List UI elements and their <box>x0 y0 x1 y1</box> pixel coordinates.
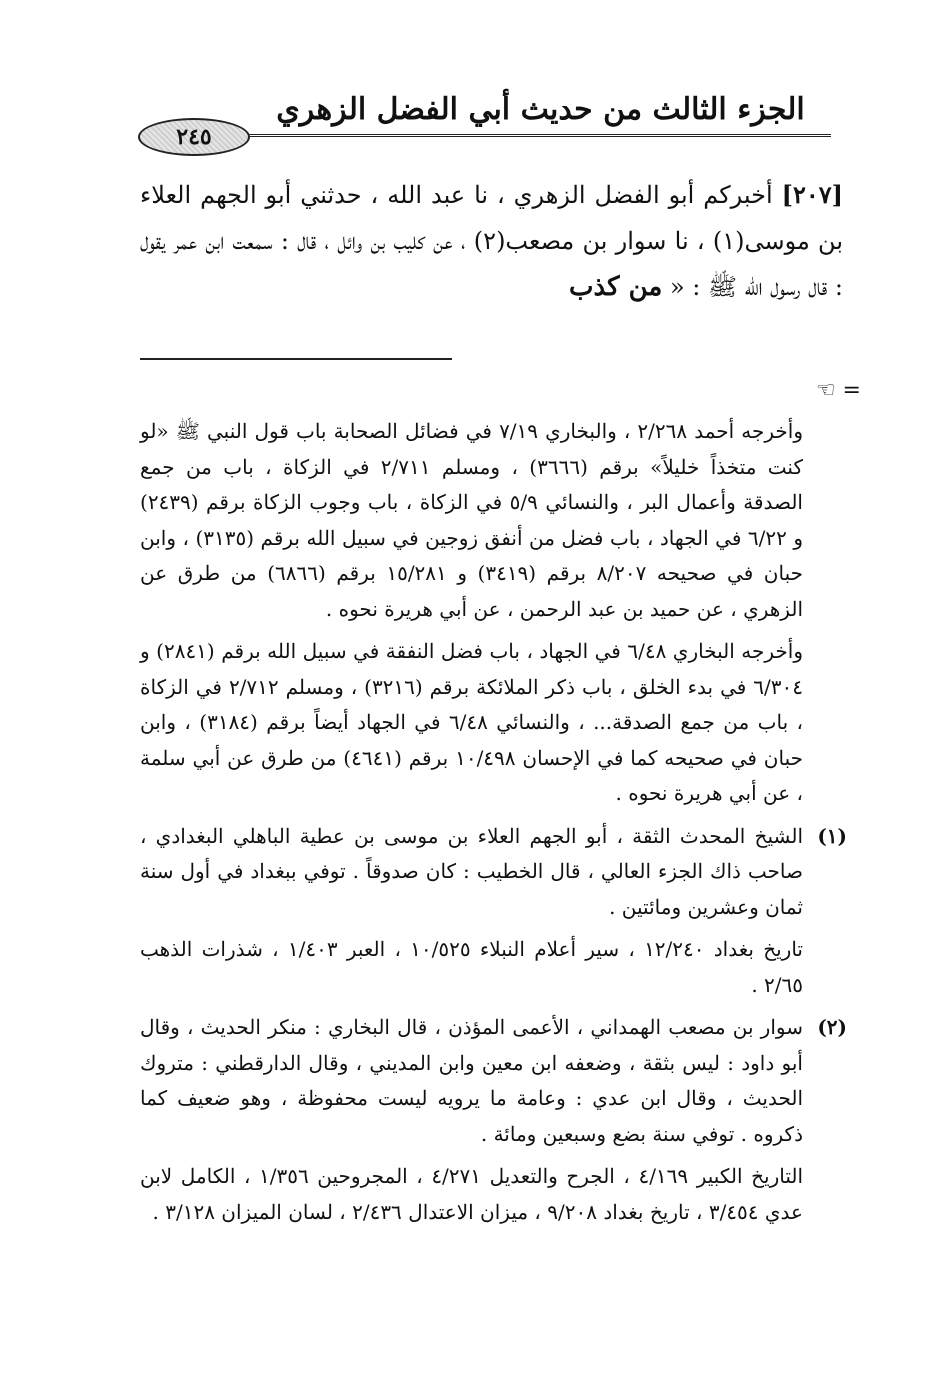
hadith-line-2: أبو الجهم العلاء بن موسى(١) ، نا سوار بن مصعب(٢) ، عن كليب بن <box>140 181 844 255</box>
hadith-line-1: أخبركم أبو الفضل الزهري ، نا عبد الله ، حدثني <box>300 181 773 209</box>
footnote-2-sources: التاريخ الكبير ٤/١٦٩ ، الجرح والتعديل ٤/٢٧١ ، المجروحين ١/٣٥٦ ، الكامل لابن عدي ٣/٤٥٤ ، تاريخ بغداد ٩/٢٠٨ ، ميزان الاعتدال ٢/٤٣٦ ، لسان الميزان ٣/١٢٨ . <box>140 1164 804 1224</box>
footnote-continuation-1: وأخرجه أحمد ٢/٢٦٨ ، والبخاري ٧/١٩ في فضائل الصحابة باب قول النبي ﷺ «لو كنت متخذاً خليلاً» برقم (٣٦٦٦) ، ومسلم ٢/٧١١ في الزكاة ، باب من جمع الصدقة وأعمال البر ، والنسائي ٥/٩ في الزكاة ، باب وجوب الزكاة برقم (٢٤٣٩) و ٦/٢٢ في الجهاد ، باب فضل من أنفق زوجين في سبيل الله برقم (٣١٣٥) ، وابن حبان في صحيحه ٨/٢٠٧ برقم (٣٤١٩) و ١٥/٢٨١ برقم (٦٨٦٦) من طرق عن الزهري ، عن حميد بن عبد الرحمن ، عن أبي هريرة نحوه . <box>140 419 804 621</box>
footnote-1-text: الشيخ المحدث الثقة ، أبو الجهم العلاء بن موسى بن عطية الباهلي البغدادي ، صاحب ذاك الجزء العالي ، قال الخطيب : كان صدوقاً . توفي ببغداد في أول سنة ثمان وعشرين ومائتين . <box>140 823 803 919</box>
hadith-text <box>140 172 843 310</box>
footnote-1 <box>140 819 851 1004</box>
footnote-2-text: سوار بن مصعب الهمداني ، الأعمى المؤذن ، قال البخاري : منكر الحديث ، وقال أبو داود : ليس بثقة ، وضعفه ابن معين وابن المديني ، وقال الدارقطني : متروك الحديث ، وقال ابن عدي : وعامة ما يرويه ليست محفوظة ، وهو ضعيف كما ذكروه . توفي سنة بضع وسبعين ومائة . <box>140 1015 803 1146</box>
page-header <box>120 88 831 150</box>
page-number: ٢٤٥ <box>138 118 250 156</box>
header-rule <box>230 134 831 137</box>
running-title: الجزء الثالث من حديث أبي الفضل الزهري <box>276 92 805 127</box>
footnote-2 <box>140 1010 851 1230</box>
continuation-mark: = ☜ <box>815 378 861 403</box>
footnote-1-number: (١) <box>817 823 847 848</box>
footnote-1-sources: تاريخ بغداد ١٢/٢٤٠ ، سير أعلام النبلاء ١٠/٥٢٥ ، العبر ١/٤٠٣ ، شذرات الذهب ٢/٦٥ . <box>140 937 803 997</box>
footnote-continuation-2: وأخرجه البخاري ٦/٤٨ في الجهاد ، باب فضل النفقة في سبيل الله برقم (٢٨٤١) و ٦/٣٠٤ في بدء الخلق ، باب ذكر الملائكة برقم (٣٢١٦) ، ومسلم ٢/٧١٢ في الزكاة ، باب من جمع الصدقة... ، والنسائي ٦/٤٨ في الجهاد أيضاً برقم (٣١٨٤) ، وابن حبان في صحيحه كما في الإحسان ١٠/٤٩٨ برقم (٤٦٤١) من طرق عن أبي سلمة ، عن أبي هريرة نحوه . <box>140 639 803 805</box>
hadith-bold-words: من كذب <box>569 272 663 302</box>
hadith-line-3: وائل ، قال : سمعت ابن عمر يقول : قال رسول الله ﷺ : « <box>140 227 843 301</box>
footnotes <box>140 414 851 1237</box>
footnote-separator <box>140 358 452 360</box>
footnote-2-number: (٢) <box>817 1015 847 1039</box>
hadith-number: [٢٠٧] <box>781 180 843 209</box>
